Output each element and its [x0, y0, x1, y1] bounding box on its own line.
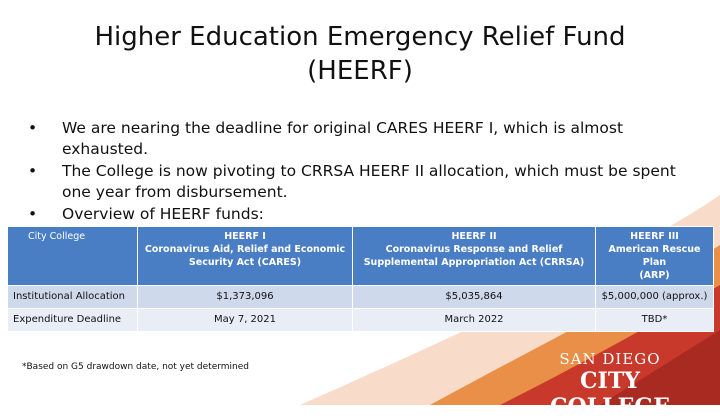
table-row	[8, 286, 714, 309]
table-cell: $1,373,096	[138, 286, 353, 309]
logo-line-1: SAN DIEGO	[559, 350, 661, 368]
header-line: American Rescue Plan	[608, 244, 701, 268]
header-line: Coronavirus Response and Relief	[385, 244, 563, 255]
column-header-city-college	[8, 227, 138, 286]
table-cell: TBD*	[596, 309, 714, 332]
title-line-2: (HEERF)	[307, 56, 413, 86]
header-line: City College	[28, 231, 86, 242]
bullet-list	[28, 118, 688, 226]
header-line: (ARP)	[639, 270, 670, 281]
bullet-dot: •	[28, 119, 38, 137]
slide-title	[60, 20, 660, 88]
bullet-dot: •	[28, 205, 38, 223]
row-label: Expenditure Deadline	[8, 309, 138, 332]
header-line: HEERF II	[451, 231, 497, 242]
bullet-text: Overview of HEERF funds:	[62, 205, 264, 223]
san-diego-city-college-logo	[520, 350, 700, 420]
title-line-1: Higher Education Emergency Relief Fund	[94, 22, 626, 52]
bullet-item	[28, 204, 688, 225]
bullet-dot: •	[28, 162, 38, 180]
heerf-funds-table	[7, 226, 714, 332]
bullet-item	[28, 118, 688, 160]
header-line: Supplemental Appropriation Act (CRRSA)	[363, 257, 585, 268]
column-header-heerf-iii	[596, 227, 714, 286]
header-line: HEERF I	[224, 231, 266, 242]
table-cell: $5,035,864	[353, 286, 596, 309]
table-cell: $5,000,000 (approx.)	[596, 286, 714, 309]
bullet-text: We are nearing the deadline for original CARES HEERF I, which is almost exhausted.	[62, 119, 624, 158]
bullet-item	[28, 161, 688, 203]
header-line: Coronavirus Aid, Relief and Economic	[144, 244, 346, 255]
header-line: Security Act (CARES)	[188, 257, 302, 268]
table-row	[8, 309, 714, 332]
row-label: Institutional Allocation	[8, 286, 138, 309]
table-header-row	[8, 227, 714, 286]
column-header-heerf-ii	[353, 227, 596, 286]
table-cell: March 2022	[353, 309, 596, 332]
column-header-heerf-i	[138, 227, 353, 286]
table-cell: May 7, 2021	[138, 309, 353, 332]
footnote: *Based on G5 drawdown date, not yet determined	[22, 362, 250, 372]
logo-line-2: CITY COLLEGE	[550, 368, 670, 420]
header-line: HEERF III	[630, 231, 679, 242]
bullet-text: The College is now pivoting to CRRSA HEERF II allocation, which must be spent one year from disbursement.	[62, 162, 676, 201]
